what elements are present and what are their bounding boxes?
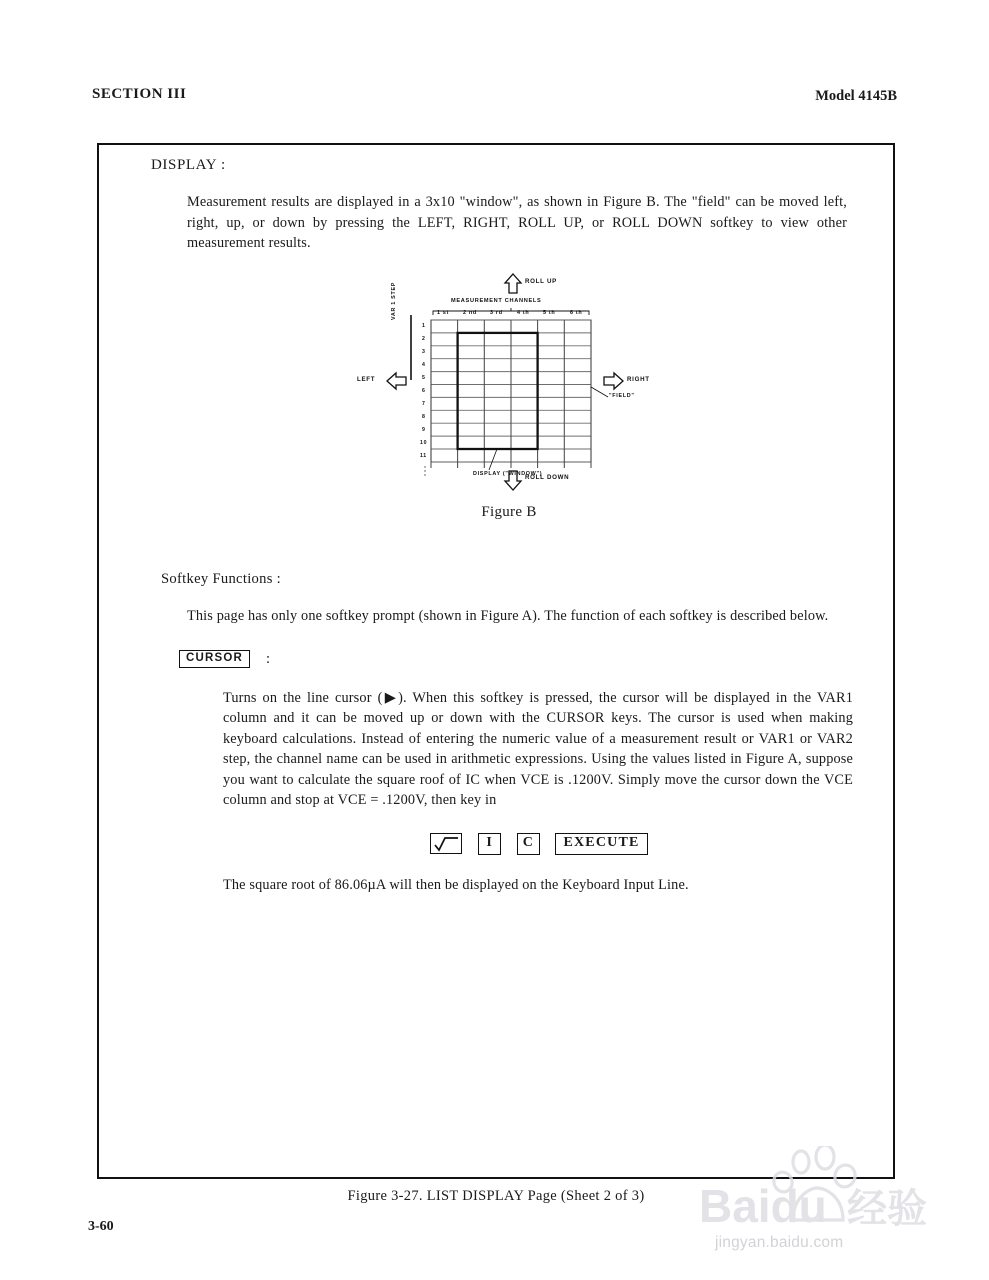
window-leader-line [489, 449, 497, 470]
row-label-4: 4 [422, 362, 426, 369]
softkey-functions-label: Softkey Functions : [161, 571, 282, 588]
figure-footer-caption: Figure 3-27. LIST DISPLAY Page (Sheet 2 of 3) [347, 1188, 645, 1204]
svg-text:Baidu: Baidu [699, 1180, 827, 1230]
roll-down-label: ROLL DOWN [525, 474, 570, 482]
i-key-button[interactable]: I [478, 833, 501, 855]
row-label-10: 10 [420, 440, 428, 447]
c-key-button[interactable]: C [517, 833, 540, 855]
left-arrow-icon [387, 373, 406, 389]
sqrt-key-button[interactable] [430, 833, 462, 854]
page-number: 3-60 [88, 1219, 114, 1234]
row-label-1: 1 [422, 323, 426, 330]
row-label-9: 9 [422, 427, 426, 434]
column-header-5: 5 th [543, 310, 556, 317]
left-label: LEFT [357, 376, 376, 384]
key-sequence [151, 833, 867, 855]
figure-b-caption: Figure B [481, 504, 537, 521]
row-label-7: 7 [422, 401, 426, 408]
figure-b-wrap [151, 268, 867, 496]
watermark-url: jingyan.baidu.com [715, 1234, 844, 1251]
row-label-11: 11 [420, 453, 427, 460]
display-section-label: DISPLAY : [151, 157, 226, 173]
page-header [92, 86, 897, 108]
field-leader-line [591, 387, 608, 397]
column-header-3: 3 rd [490, 310, 503, 317]
roll-up-label: ROLL UP [525, 278, 557, 286]
display-window-label: DISPLAY ("WINDOW") [473, 471, 543, 478]
row-label-5: 5 [422, 375, 426, 382]
column-header-4: 4 th [517, 310, 530, 317]
display-paragraph: Measurement results are displayed in a 3x10 "window", as shown in Figure B. The "field" can be moved left, right, up, or down by pressing the LEFT, RIGHT, ROLL UP, or ROLL DOWN softkey to view other measurement results. [187, 194, 847, 252]
svg-text:经验: 经验 [847, 1186, 927, 1230]
closing-paragraph: The square root of 86.06µA will then be displayed on the Keyboard Input Line. [223, 876, 689, 893]
row-label-2: 2 [422, 336, 426, 343]
content-frame [97, 143, 895, 1179]
grid-vertical-lines [431, 320, 591, 468]
figure-b-diagram [357, 268, 665, 496]
column-header-2: 2 nd [463, 310, 477, 317]
model-label: Model 4145B [815, 88, 897, 104]
measurement-channels-label: MEASUREMENT CHANNELS [451, 298, 542, 305]
softkey-intro-paragraph: This page has only one softkey prompt (shown in Figure A). The function of each softkey is described below. [187, 608, 829, 625]
row-continuation-dots [424, 466, 425, 475]
var1-step-label: VAR 1 STEP [391, 281, 397, 321]
column-header-1: 1 st [437, 310, 450, 317]
field-label: "FIELD" [609, 393, 635, 400]
channels-brace [433, 308, 589, 315]
right-arrow-icon [604, 373, 623, 389]
row-label-6: 6 [422, 388, 426, 395]
frame-inner [151, 153, 867, 895]
column-header-6: 6 th [570, 310, 583, 317]
display-window-highlight [458, 333, 538, 449]
cursor-colon: : [266, 651, 271, 667]
roll-up-arrow-icon [505, 274, 521, 293]
execute-key-button[interactable]: EXECUTE [555, 833, 647, 855]
right-label: RIGHT [627, 376, 650, 384]
cursor-description-paragraph: Turns on the line cursor (▶). When this softkey is pressed, the cursor will be displayed in the VAR1 column and it can be moved up or down with the CURSOR keys. The cursor is used when making keyboard calculations. Instead of entering the numeric value of a measurement result or VAR1 or VAR2 step, the channel name can be used in arithmetic expressions. Using the values listed in Figure A, suppose you want to calculate the square roof of IC when VCE is .1200V. Simply move the cursor down the VCE column and stop at VCE = .1200V, then key in [223, 689, 853, 809]
cursor-softkey-button[interactable]: CURSOR [179, 650, 250, 668]
row-label-8: 8 [422, 414, 426, 421]
section-label: SECTION III [92, 86, 187, 102]
cursor-softkey-row [179, 649, 867, 670]
row-label-3: 3 [422, 349, 426, 356]
square-root-icon [431, 834, 461, 853]
